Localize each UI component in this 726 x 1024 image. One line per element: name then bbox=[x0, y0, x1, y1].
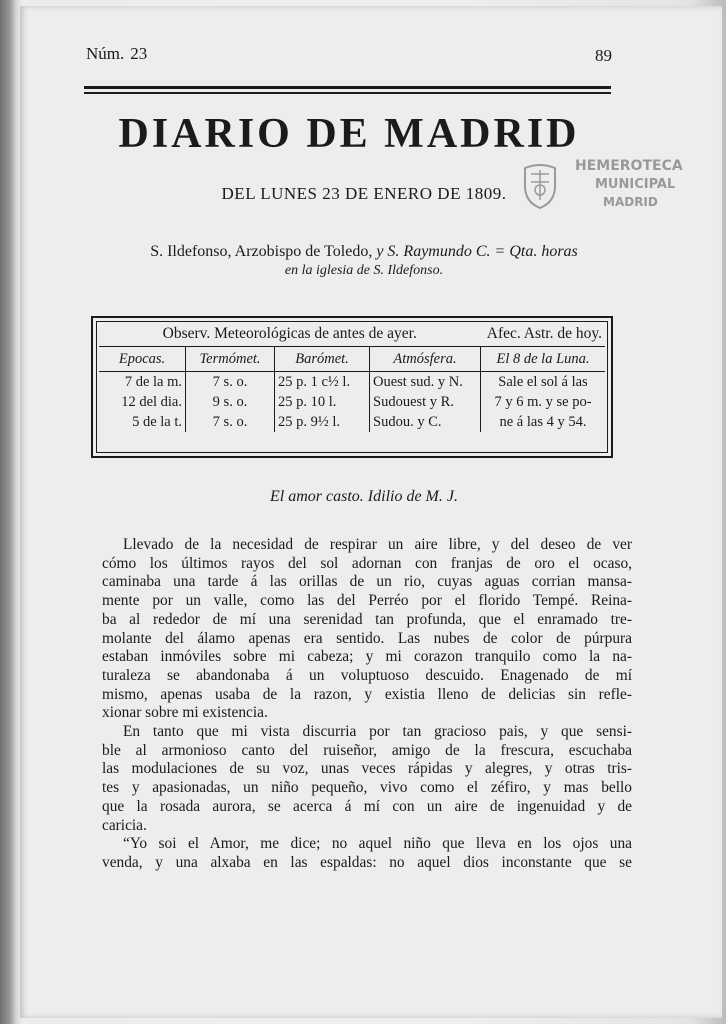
article-line: las modulaciones de su voz, unas veces rápidas y alegres, y otras tris- bbox=[102, 760, 632, 778]
cell-luna: Sale el sol á las bbox=[481, 372, 606, 393]
article-line: turaleza se abandonaba á un voluptuoso descuido. Enagenado de mí bbox=[102, 666, 632, 684]
article-line: cómo los últimos rayos del sol adornan con franjas de oro el ocaso, bbox=[102, 554, 632, 572]
article-body bbox=[102, 536, 632, 873]
article-line: molante del álamo apenas era sentido. Las nubes de color de púrpura bbox=[102, 629, 632, 647]
cell-luna: 7 y 6 m. y se po- bbox=[481, 392, 606, 412]
meteo-column-headers bbox=[99, 347, 605, 372]
cell-barometro: 25 p. 9½ l. bbox=[275, 412, 370, 432]
meteo-grid bbox=[99, 322, 605, 432]
article-line: estaban inmóviles sobre mi cabeza; y mi corazon tranquilo como la na- bbox=[102, 648, 632, 666]
cell-atmosfera: Ouest sud. y N. bbox=[370, 372, 481, 393]
cell-epoca: 12 del dia. bbox=[121, 394, 182, 410]
cell-termometro: 9 s. o. bbox=[186, 392, 275, 412]
cell-barometro: 25 p. 1 c½ l. bbox=[275, 372, 370, 393]
article-line: caricia. bbox=[102, 816, 147, 834]
article-line: ba al rededor de mí una serenidad tan profunda, que el enramado tre- bbox=[102, 610, 632, 628]
meteo-row bbox=[99, 412, 605, 432]
article-line: venda, y una alxaba en las espaldas: no aquel dios inconstante que se bbox=[102, 853, 632, 871]
crest-icon bbox=[517, 160, 563, 210]
library-stamp bbox=[503, 158, 683, 218]
issue-label bbox=[86, 44, 147, 64]
masthead-title: DIARIO DE MADRID bbox=[118, 111, 580, 157]
page-number: 89 bbox=[595, 46, 612, 65]
article-line: Llevado de la necesidad de respirar un aire libre, y del deseo de ver bbox=[123, 536, 632, 553]
stamp-line-3: MADRID bbox=[603, 195, 658, 209]
article-line: que la rosada aurora, se acerca á mí con un aire de ingenuidad y de bbox=[102, 797, 632, 815]
col-luna: El 8 de la Luna. bbox=[481, 347, 606, 372]
saints-of-the-day bbox=[84, 242, 644, 280]
newspaper-page bbox=[20, 6, 722, 1018]
meteo-header-left: Observ. Meteorológicas de antes de ayer. bbox=[162, 325, 417, 342]
cell-epoca: 7 de la m. bbox=[124, 374, 182, 390]
article-line: mente por un valle, como las del Perréo por el florido Tempé. Reina- bbox=[102, 592, 632, 610]
saints-line-1a: S. Ildefonso, Arzobispo de Toledo, bbox=[150, 243, 377, 260]
saints-line-2: en la iglesia de S. Ildefonso. bbox=[284, 263, 444, 278]
cell-termometro: 7 s. o. bbox=[186, 412, 275, 432]
meteo-row bbox=[99, 392, 605, 412]
article-line: caminaba una tarde á las orillas de un rio, cuyas aguas corrian mansa- bbox=[102, 573, 632, 591]
cell-termometro: 7 s. o. bbox=[186, 372, 275, 393]
cell-luna: ne á las 4 y 54. bbox=[481, 412, 606, 432]
col-barometro: Barómet. bbox=[275, 347, 370, 372]
meteo-header-right: Afec. Astr. de hoy. bbox=[486, 325, 602, 342]
top-rule-thick bbox=[84, 86, 611, 89]
top-rule-thin bbox=[84, 92, 611, 94]
article-line: tes y apasionadas, un niño pequeño, vivo como el zéfiro, y mas bello bbox=[102, 779, 632, 797]
article-line: mismo, apenas usaba de la razon, y existia lleno de delicias sin refle- bbox=[102, 685, 632, 703]
cell-epoca: 5 de la t. bbox=[132, 414, 182, 430]
meteo-row bbox=[99, 372, 605, 393]
meteorological-table bbox=[91, 316, 613, 458]
issue-number: 23 bbox=[130, 44, 148, 63]
article-line: “Yo soi el Amor, me dice; no aquel niño que lleva en los ojos una bbox=[123, 835, 632, 853]
col-termometro: Termómet. bbox=[186, 347, 275, 372]
col-epocas: Epocas. bbox=[99, 347, 186, 372]
stamp-line-1: HEMEROTECA bbox=[575, 158, 683, 174]
article-line: En tanto que mi vista discurria por tan gracioso pais, y que sensi- bbox=[123, 723, 632, 741]
saints-line-1b: y S. Raymundo C. = Qta. horas bbox=[376, 243, 578, 260]
article-line: ble al armonioso canto del ruiseñor, amigo de la frescura, escuchaba bbox=[102, 741, 632, 759]
article-line: xionar sobre mi existencia. bbox=[102, 704, 268, 722]
saints-line-1 bbox=[84, 242, 644, 261]
cell-barometro: 25 p. 10 l. bbox=[275, 392, 370, 412]
meteo-header-row bbox=[99, 322, 605, 347]
col-atmosfera: Atmósfera. bbox=[370, 347, 481, 372]
article-title: El amor casto. Idilio de M. J. bbox=[270, 488, 458, 505]
dateline: DEL LUNES 23 DE ENERO DE 1809. bbox=[221, 184, 507, 203]
cell-atmosfera: Sudouest y R. bbox=[370, 392, 481, 412]
stamp-line-2: MUNICIPAL bbox=[595, 177, 676, 192]
issue-label-text: Núm. bbox=[86, 44, 125, 63]
cell-atmosfera: Sudou. y C. bbox=[370, 412, 481, 432]
